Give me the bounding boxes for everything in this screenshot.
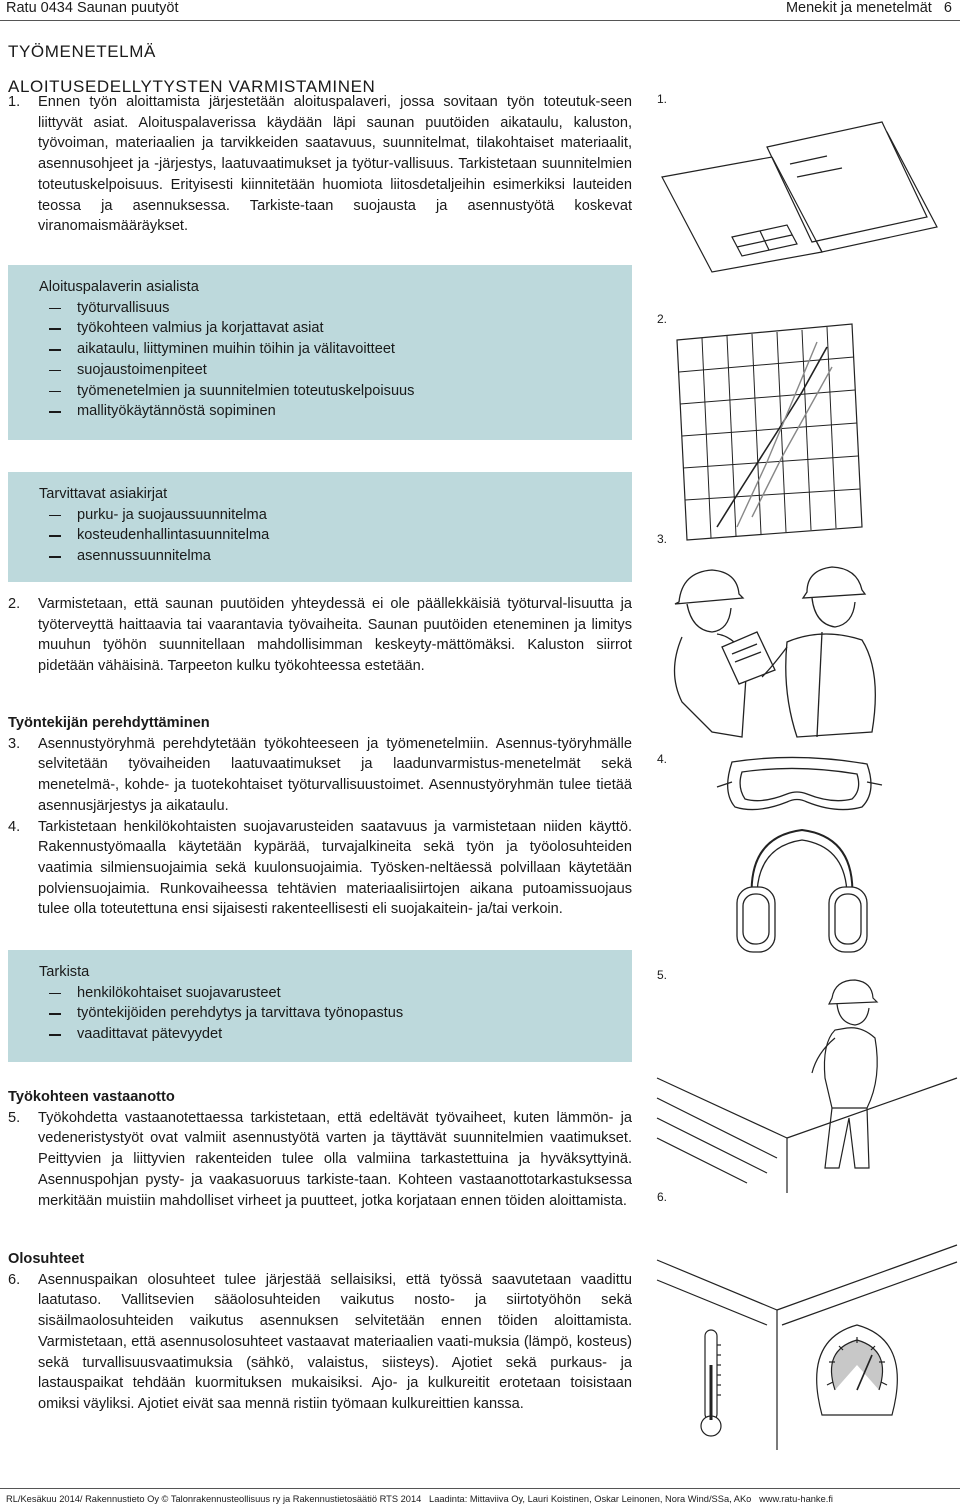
figure-1 (657, 92, 957, 282)
workers-reviewing-plan-icon (657, 532, 957, 752)
item-2 (8, 594, 632, 677)
list-item: työkohteen valmius ja korjattavat asiat (39, 318, 632, 339)
footer-rule (0, 1488, 960, 1489)
checklist-box-asiakirjat (8, 472, 632, 582)
section-heading: Työkohteen vastaanotto (8, 1089, 175, 1105)
item-text: Varmistetaan, että saunan puutöiden yhteydessä ei ole päällekkäisiä työturval-lisuutta ja työterveyttä haittaavia tai vaarantavia työvaiheita. Saunan puutöiden eteneminen ja limitys muuhun työhön suunnitellaan mahdollisimman keskeyty-mättömäksi. Kaluston siirrot pidetään vähäisinä. Tarpeeton kulku työkohteessa estetään. (38, 596, 632, 675)
figure-4 (657, 752, 957, 972)
list-item: suojaustoimenpiteet (39, 360, 632, 381)
figure-number: 1. (657, 92, 668, 106)
header-section-page: Menekit ja menetelmät 6 (785, 0, 952, 16)
list-item: työntekijöiden perehdytys ja tarvittava työnopastus (39, 1003, 632, 1024)
figure-number: 6. (657, 1190, 668, 1204)
figure-number: 3. (657, 532, 668, 546)
footer-credits: RL/Kesäkuu 2014/ Rakennustieto Oy © Talonrakennusteollisuus ry ja Rakennustietosäätiö RTS 2014 Laadinta: Mittaviiva Oy, Lauri Koistinen, Oskar Leinonen, Nora Wind/SSa, AKo www.ratu-hanke.fi (6, 1494, 833, 1504)
figure-number: 4. (657, 752, 668, 766)
box-list (39, 298, 632, 422)
list-item: purku- ja suojaussuunnitelma (39, 505, 632, 526)
checklist-box-aloituspalaveri (8, 265, 632, 440)
list-item: vaadittavat pätevyydet (39, 1024, 632, 1045)
item-text: Asennuspaikan olosuhteet tulee järjestää sellaisiksi, että työssä saavutetaan vaadittu laatutaso. Vallitsevien sääolosuhteiden vaikutus nosto- ja siirtotyöhön sekä sisäilmaolosuhteiden vaikutus asennuksen selvitetään ennen töiden aloittamista. Varmistetaan, että asennusolosuhteet vastaavat materiaalien vaati-muksia (lämpö, kosteus) sekä turvallisuusvaatimuksia (sähkö, valaistus, siisteys). Ajotiet sekä purkaus- ja lastauspaikat tehdään kuormituksen mukaisiksi. Ajo- ja kulkureitit erotetaan toisistaan omiksi väyliksi. Ajotiet eivät saa mennä ristiin työmaan kulkureittien kanssa. (38, 1271, 632, 1412)
item-number: 4. (8, 818, 21, 835)
figure-2 (657, 312, 957, 542)
list-item: mallityökäytännöstä sopiminen (39, 401, 632, 422)
item-number: 5. (8, 1109, 21, 1126)
documents-icon (657, 92, 957, 282)
section-heading: Olosuhteet (8, 1251, 85, 1267)
worker-inspecting-corner-icon (657, 968, 957, 1188)
header-rule (0, 20, 960, 21)
box-title: Tarvittavat asiakirjat (39, 486, 168, 502)
schedule-chart-icon (657, 312, 957, 542)
figure-6 (657, 1190, 957, 1450)
list-item: asennussuunnitelma (39, 546, 632, 567)
list-item: aikataulu, liittyminen muihin töihin ja välitavoitteet (39, 339, 632, 360)
section-perehdyttaminen (8, 713, 632, 920)
figure-number: 2. (657, 312, 668, 326)
figure-5 (657, 968, 957, 1188)
box-title: Aloituspalaverin asialista (39, 279, 199, 295)
list-item: työturvallisuus (39, 298, 632, 319)
header-title: Ratu 0434 Saunan puutyöt (6, 0, 179, 16)
item-number: 1. (8, 94, 21, 110)
item-text: Asennustyöryhmä perehdytetään työkohteeseen ja työmenetelmiin. Asennus-työryhmälle selvitetään työvaiheiden laatuvaatimukset ja laadunvarmistus-menetelmät sekä menetelmä-, kohde- ja tuotekohtaiset työturvallisuustoimet. Asennustyöryhmän tulee tietää asennusjärjestys ja aikataulu. (38, 735, 632, 814)
item-number: 3. (8, 735, 21, 752)
list-item: työmenetelmien ja suunnitelmien toteutuskelpoisuus (39, 381, 632, 402)
protective-equipment-icon (657, 752, 957, 972)
section-tyokohteen-vastaanotto (8, 1087, 632, 1211)
main-heading: TYÖMENETELMÄ (8, 42, 156, 61)
item-number: 6. (8, 1271, 21, 1288)
item-text: Ennen työn aloittamista järjestetään aloituspalaveri, jossa sovitaan työn toteutuk-seen liittyvät asiat. Aloituspalaverissa käydään läpi saunan puutöiden aikataulu, kaluston, työvoiman, materiaalien ja tarvikkeiden saatavuus, suunnitelmat, tilakohtaiset materiaalit, asennusohjeet ja -järjestys, laatuvaatimukset ja työtur-vallisuus. Tarkistetaan suunnitelmien toteutuskelpoisuus. Erityisesti kiinnitetään huomiota liitosdetaljeihin esimerkiksi lauteiden teossa ja asennuksessa. Tarkiste-taan suojausta ja asennustyötä koskevat viranomaismääräykset. (38, 94, 632, 235)
item-number: 2. (8, 596, 21, 612)
box-title: Tarkista (39, 964, 90, 980)
thermometer-icon (701, 1330, 721, 1436)
section-heading: Työntekijän perehdyttäminen (8, 715, 210, 731)
section-olosuhteet (8, 1249, 632, 1415)
sub-heading: ALOITUSEDELLYTYSTEN VARMISTAMINEN (8, 77, 376, 96)
checklist-box-tarkista (8, 950, 632, 1062)
thermometer-hygrometer-icon (657, 1190, 957, 1450)
list-item: kosteudenhallintasuunnitelma (39, 525, 632, 546)
figure-number: 5. (657, 968, 668, 982)
box-list (39, 505, 632, 567)
hygrometer-gauge-icon (817, 1325, 898, 1415)
list-item: henkilökohtaiset suojavarusteet (39, 983, 632, 1004)
item-1 (8, 92, 632, 237)
box-list (39, 983, 632, 1045)
figure-3 (657, 532, 957, 752)
item-text: Tarkistetaan henkilökohtaisten suojavarusteiden saatavuus ja varmistetaan niiden käyttö. Rakennustyömaalla käytetään kypärää, turvajalkineita sekä työn ja työolosuhteiden vaatimia silmiensuojaimia sekä kuulonsuojaimia. Työsken-neltäessä polvillaan käytetään polviensuojaimia. Runkovaiheessa tehtävien materiaalisiirtojen aikana putoamissuojaus tulee olla toteutettuna ensi sijaisesti rakenteellisesti eli suojakaitein- ja/tai verkoin. (38, 818, 632, 918)
item-text: Työkohdetta vastaanotettaessa tarkistetaan, että edeltävät työvaiheet, kuten lämmön- ja vedeneristystyöt ovat valmiit asennustyötä varten ja täyttävät suunnitelmien vaatimukset. Peittyvien ja liittyvien rakenteiden tulee olla valmiina tarkastettuina ja hyväksyttyinä. Asennuspohjan pysty- ja vaakasuoruus tarkiste-taan. Kohteen vastaanottotarkastuksessa merkitään muistiin mahdolliset virheet ja puutteet, jotka korjataan ennen töiden aloittamista. (38, 1109, 632, 1209)
